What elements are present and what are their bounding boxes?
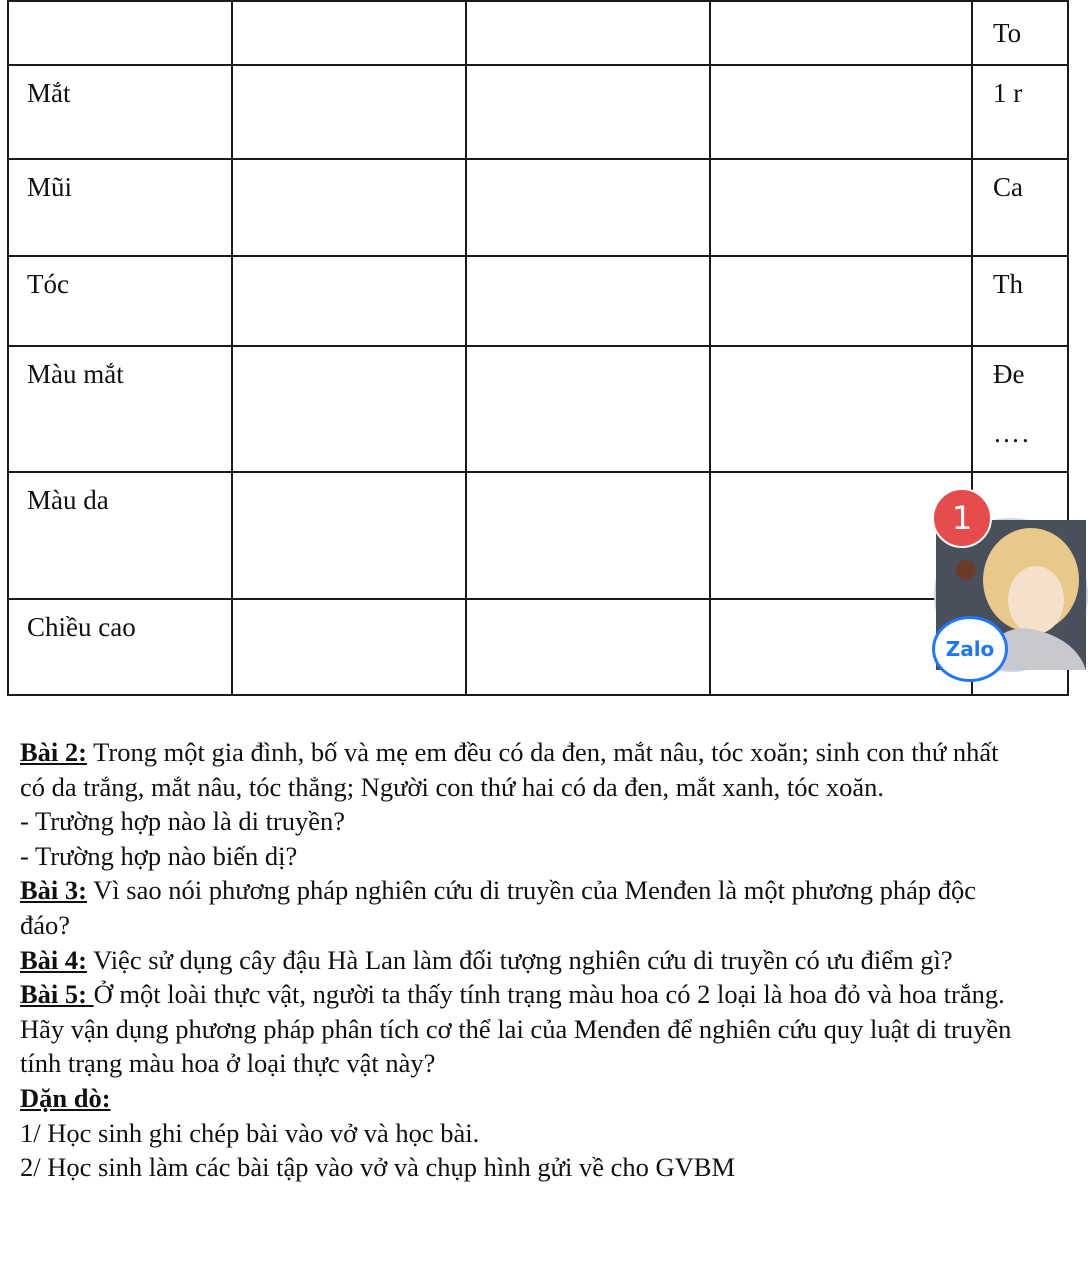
instructions-label: Dặn dò: bbox=[20, 1082, 111, 1113]
exercise-4 bbox=[20, 943, 1020, 978]
table-cell bbox=[232, 256, 466, 346]
table-cell bbox=[972, 346, 1068, 472]
row-label-cell bbox=[8, 65, 232, 159]
table-cell bbox=[466, 599, 710, 695]
table-cell bbox=[972, 159, 1068, 256]
table-row bbox=[8, 472, 1068, 599]
table-row bbox=[8, 256, 1068, 346]
instructions-heading bbox=[20, 1081, 1020, 1116]
table-header-row bbox=[8, 1, 1068, 65]
row-label-cell bbox=[8, 472, 232, 599]
table-cell bbox=[972, 65, 1068, 159]
exercise-5 bbox=[20, 977, 1020, 1081]
exercise-body: Vì sao nói phương pháp nghiên cứu di truyền của Menđen là một phương pháp độc đáo? bbox=[20, 875, 977, 940]
table-cell bbox=[232, 1, 466, 65]
table-cell bbox=[710, 1, 972, 65]
row-label-cell bbox=[8, 599, 232, 695]
exercise-label: Bài 5: bbox=[20, 979, 94, 1010]
table-cell bbox=[232, 65, 466, 159]
table-cell bbox=[710, 65, 972, 159]
table-cell bbox=[710, 256, 972, 346]
row-label: Chiều cao bbox=[27, 612, 136, 642]
table-cell bbox=[710, 346, 972, 472]
row-label-cell bbox=[8, 159, 232, 256]
row-label: Mắt bbox=[27, 78, 71, 108]
row-label: Mũi bbox=[27, 172, 73, 202]
cut-text: Ca bbox=[993, 172, 1023, 202]
table-cell bbox=[232, 159, 466, 256]
exercise-3 bbox=[20, 873, 1020, 942]
exercise-body: Việc sử dụng cây đậu Hà Lan làm đối tượng nghiên cứu di truyền có ưu điểm gì? bbox=[87, 944, 953, 975]
zalo-chat-head[interactable] bbox=[932, 488, 1052, 688]
table-row bbox=[8, 346, 1068, 472]
table-cell bbox=[8, 1, 232, 65]
table-cell bbox=[466, 472, 710, 599]
table-row bbox=[8, 159, 1068, 256]
table-cell bbox=[466, 346, 710, 472]
zalo-logo-icon: Zalo bbox=[932, 616, 1008, 682]
instruction-item: 2/ Học sinh làm các bài tập vào vở và chụp hình gửi về cho GVBM bbox=[20, 1152, 736, 1183]
table-row bbox=[8, 65, 1068, 159]
cut-text: Đe bbox=[993, 359, 1025, 389]
notification-badge: 1 bbox=[932, 488, 992, 548]
cut-text: Th bbox=[993, 269, 1023, 299]
exercise-text bbox=[20, 735, 1020, 1185]
row-label-cell bbox=[8, 256, 232, 346]
table-cell bbox=[466, 65, 710, 159]
exercise-2 bbox=[20, 735, 1020, 804]
exercise-body: Trong một gia đình, bố và mẹ em đều có da đen, mắt nâu, tóc xoăn; sinh con thứ nhất có da trắng, mắt nâu, tóc thẳng; Người con thứ hai có da đen, mắt xanh, tóc xoăn. bbox=[20, 737, 999, 802]
cut-text: 1 r bbox=[993, 78, 1023, 108]
table-cell bbox=[232, 472, 466, 599]
table-cell bbox=[710, 159, 972, 256]
instruction-item: 1/ Học sinh ghi chép bài vào vở và học bài. bbox=[20, 1117, 480, 1148]
table-row bbox=[8, 599, 1068, 695]
header-cut-text: To bbox=[993, 18, 1022, 48]
exercise-question: - Trường hợp nào là di truyền? bbox=[20, 806, 346, 837]
cut-text bbox=[993, 473, 1067, 485]
row-label: Màu da bbox=[27, 485, 109, 515]
exercise-label: Bài 4: bbox=[20, 944, 87, 975]
table-cell bbox=[972, 1, 1068, 65]
row-label: Tóc bbox=[27, 269, 69, 299]
table-cell bbox=[232, 346, 466, 472]
exercise-label: Bài 2: bbox=[20, 737, 87, 767]
table-cell bbox=[466, 159, 710, 256]
traits-table bbox=[7, 0, 1069, 696]
table-cell bbox=[972, 256, 1068, 346]
ellipsis-text: …. bbox=[993, 418, 1031, 448]
exercise-body: Ở một loài thực vật, người ta thấy tính trạng màu hoa có 2 loại là hoa đỏ và hoa trắng. Hãy vận dụng phương pháp phân tích cơ thể lai của Menđen để nghiên cứu quy luật di truyền tính trạng màu hoa ở loại thực vật này? bbox=[20, 979, 1012, 1079]
exercise-label: Bài 3: bbox=[20, 875, 87, 906]
table-cell bbox=[466, 256, 710, 346]
table-cell bbox=[466, 1, 710, 65]
table-cell bbox=[232, 599, 466, 695]
exercise-question: - Trường hợp nào biến dị? bbox=[20, 840, 298, 871]
row-label-cell bbox=[8, 346, 232, 472]
row-label: Màu mắt bbox=[27, 359, 124, 389]
